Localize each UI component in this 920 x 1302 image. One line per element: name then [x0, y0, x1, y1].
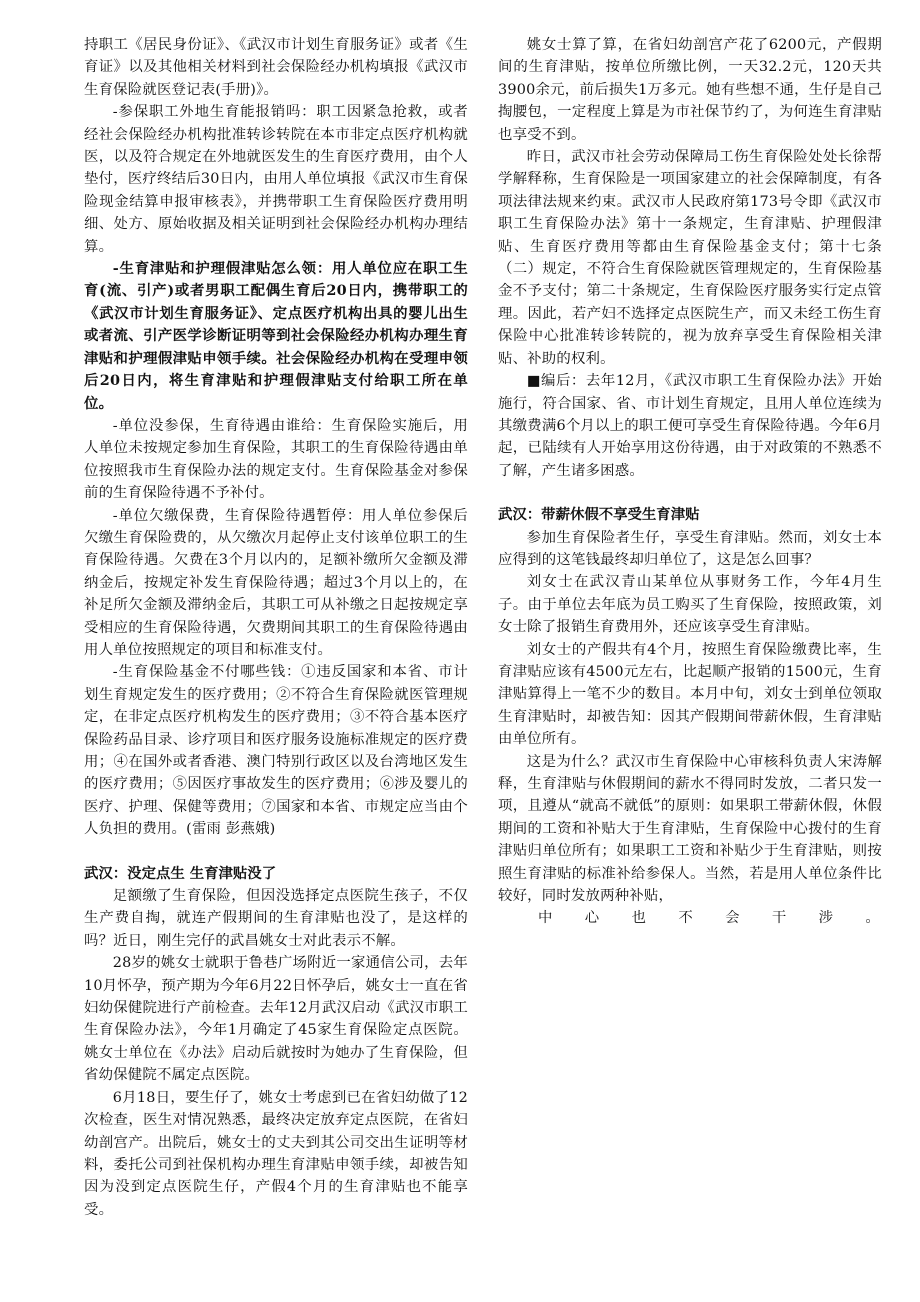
paragraph-uninsured: -单位没参保，生育待遇由谁给：生育保险实施后，用人单位未按规定参加生育保险，其职工的生育保险待遇由单位按照我市生育保险办法的规定支付。生育保险基金对参保前的生育保险待遇不予补付。 — [84, 417, 468, 502]
paragraph-s2-1: 参加生育保险者生仔，享受生育津贴。然而，刘女士本应得到的这笔钱最终却归单位了，这是怎么回事？ — [498, 529, 882, 568]
paragraph-s1-2: 28岁的姚女士就职于鲁巷广场附近一家通信公司，去年10月怀孕，预产期为今年6月22日怀孕后，姚女士一直在省妇幼保健院进行产前检查。去年12月武汉启动《武汉市职工生育保险办法》，今年1月确定了45家生育保险定点医院。姚女士单位在《办法》启动后就按时为她办了生育保险，但省幼保健院不属定点医院。 — [84, 955, 468, 1084]
section-gap — [498, 482, 882, 504]
section-heading-paid-leave: 武汉：带薪休假不享受生育津贴 — [498, 507, 700, 524]
paragraph-s1-4: 姚女士算了算，在省妇幼剖宫产花了6200元，产假期间的生育津贴，按单位所缴比例，一天32.2元，120天共3900余元，前后损失1万多元。她有些想不通，生仔是自己掏腰包，一定程度上算是为市社保节约了，为何连生育津贴也享受不到。 — [498, 37, 882, 143]
paragraph-outside-birth: -参保职工外地生育能报销吗：职工因紧急抢救，或者经社会保险经办机构批准转诊转院在本市非定点医疗机构就医，以及符合规定在外地就医发生的生育医疗费用，由个人垫付，医疗终结后30日内，由用人单位填报《武汉市生育保险现金结算申报审核表》，并携带职工生育保险医疗费用明细、处方、原始收据及相关证明到社会保险经办机构办理结算。 — [84, 104, 468, 255]
paragraph-intro: 持职工《居民身份证》、《武汉市计划生育服务证》或者《生育证》以及其他相关材料到社会保险经办机构填报《武汉市生育保险就医登记表(手册)》。 — [84, 37, 468, 98]
paragraph-s1-3: 6月18日，要生仔了，姚女士考虑到已在省妇幼做了12次检查，医生对情况熟悉，最终决定放弃定点医院，在省妇幼剖宫产。出院后，姚女士的丈夫到其公司交出生证明等材料，委托公司到社保机构办理生育津贴申领手续，却被告知因为没到定点医院生仔，产假4个月的生育津贴也不能享受。 — [84, 1089, 468, 1218]
paragraph-arrears: -单位欠缴保费，生育保险待遇暂停：用人单位参保后欠缴生育保险费的，从欠缴次月起停止支付该单位职工的生育保险待遇。欠费在3个月以内的，足额补缴所欠金额及滞纳金后，按规定补发生育保险待遇；超过3个月以上的，在补足所欠金额及滞纳金后，其职工可从补缴之日起按规定享受相应的生育保险待遇，欠费期间其职工的生育保险待遇由用人单位按照规定的项目和标准支付。 — [84, 507, 468, 658]
paragraph-s2-3: 刘女士的产假共有4个月，按照生育保险缴费比率，生育津贴应该有4500元左右，比起顺产报销的1500元，生育津贴算得上一笔不少的数目。本月中旬，刘女士到单位领取生育津贴时，却被告知：因其产假期间带薪休假，生育津贴由单位所有。 — [498, 641, 882, 748]
section-gap — [84, 841, 468, 863]
section-heading-no-designated: 武汉：没定点生 生育津贴没了 — [84, 865, 277, 882]
paragraph-s1-1: 足额缴了生育保险，但因没选择定点医院生孩子，不仅生产费自掏，就连产假期间的生育津贴也没了，是这样的吗？近日，刚生完仔的武昌姚女士对此表示不解。 — [84, 888, 468, 949]
paragraph-s1-5: 昨日，武汉市社会劳动保障局工伤生育保险处处长徐帮学解释称，生育保险是一项国家建立的社会保障制度，有各项法律法规来约束。武汉市人民政府第173号令即《武汉市职工生育保险办法》第十一条规定，生育津贴、护理假津贴、生育医疗费用等都由生育保险基金支付；第十七条（二）规定，不符合生育保险就医管理规定的，生育保险基金不予支付；第二十条规定，生育保险医疗服务实行定点管理。因此，若产妇不选择定点医院生产，而又未经工伤生育保险中心批准转诊转院的，视为放弃享受生育保险相关津贴、补助的权利。 — [498, 149, 882, 367]
paragraph-allowance: -生育津贴和护理假津贴怎么领：用人单位应在职工生育(流、引产)或者男职工配偶生育后20日内，携带职工的《武汉市计划生育服务证》、定点医疗机构出具的婴儿出生或者流、引产医学诊断证明等到社会保险经办机构办理生育津贴和护理假津贴申领手续。社会保险经办机构在受理申领后20日内，将生育津贴和护理假津贴支付给职工所在单位。 — [84, 260, 468, 412]
paragraph-s2-2: 刘女士在武汉青山某单位从事财务工作，今年4月生子。由于单位去年底为员工购买了生育保险，按照政策，刘女士除了报销生育费用外，还应该享受生育津贴。 — [498, 574, 882, 636]
paragraph-editor-note: ■编后：去年12月，《武汉市职工生育保险办法》开始施行，符合国家、省、市计划生育规定，且用人单位连续为其缴费满6个月以上的职工便可享受生育保险待遇。今年6月起，已陆续有人开始享用这份待遇，由于对政策的不熟悉不了解，产生诸多困惑。 — [498, 373, 882, 479]
paragraph-not-paid: -生育保险基金不付哪些钱：①违反国家和本省、市计划生育规定发生的医疗费用；②不符合生育保险就医管理规定，在非定点医疗机构发生的医疗费用；③不符合基本医疗保险药品目录、诊疗项目和医疗服务设施标准规定的医疗费用；④在国外或者香港、澳门特别行政区以及台湾地区发生的医疗费用；⑤因医疗事故发生的医疗费用；⑥涉及婴儿的医疗、护理、保健等费用；⑦国家和本省、市规定应当由个人负担的费用。(雷雨 彭燕娥) — [84, 664, 468, 838]
right-column — [498, 34, 882, 1282]
paragraph-s2-4: 这是为什么？武汉市生育保险中心审核科负责人宋涛解释，生育津贴与休假期间的薪水不得同时发放，二者只发一项，且遵从“就高不就低”的原则：如果职工带薪休假，休假期间的工资和补贴大于生育津贴，生育保险中心拨付的生育津贴归单位所有；如果职工工资和补贴少于生育津贴，则按照生育津贴的标准补给参保人。当然，若是用人单位条件比较好，同时发放两种补贴， — [498, 753, 882, 905]
paragraph-s2-last-line: 中心也不会干涉。 — [538, 910, 880, 927]
left-column — [84, 34, 468, 1282]
